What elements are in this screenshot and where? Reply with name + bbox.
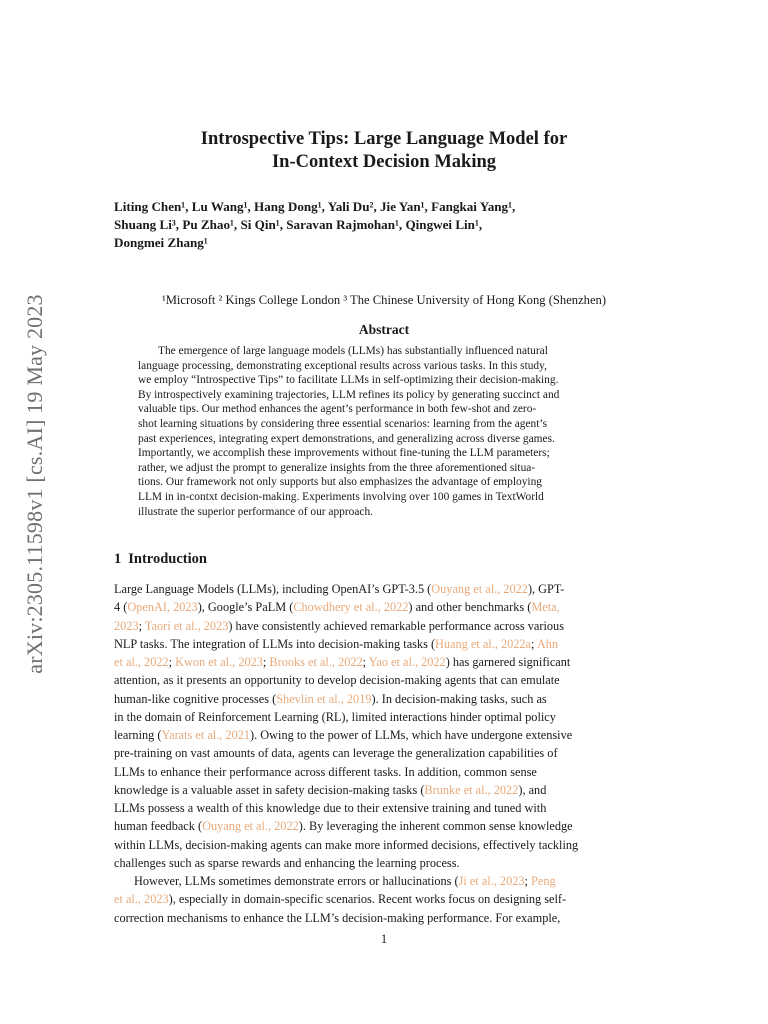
- body-line: learning (Yarats et al., 2021). Owing to the power of LLMs, which have undergone extensive: [114, 728, 573, 742]
- body-line: However, LLMs sometimes demonstrate errors or hallucinations (Ji et al., 2023; Peng: [134, 874, 556, 888]
- body-line: challenges such as sparse rewards and enhancing the learning process.: [114, 855, 460, 870]
- section-heading: [114, 551, 207, 568]
- section-title: Introduction: [128, 551, 207, 567]
- abstract-line: rather, we adjust the prompt to generalize insights from the three aforementioned situa-: [138, 461, 536, 474]
- abstract-line: we employ “Introspective Tips” to facilitate LLMs in self-optimizing their decision-making.: [138, 374, 559, 387]
- abstract-line: LLM in in-contxt decision-making. Experiments involving over 100 games in TextWorld: [138, 490, 544, 503]
- page-number: 1: [380, 932, 388, 946]
- body-line: Large Language Models (LLMs), including OpenAI’s GPT-3.5 (Ouyang et al., 2022), GPT-: [114, 582, 565, 596]
- body-line: knowledge is a valuable asset in safety decision-making tasks (Brunke et al., 2022), and: [114, 782, 547, 797]
- abstract-line: language processing, demonstrating exceptional results across various tasks. In this study,: [138, 359, 547, 372]
- body-line: NLP tasks. The integration of LLMs into decision-making tasks (Huang et al., 2022a; Ahn: [114, 636, 559, 651]
- citation-link[interactable]: Taori et al., 2023: [144, 618, 229, 633]
- citation-link[interactable]: Yarats et al., 2021: [161, 728, 251, 742]
- body-line: attention, as it presents an opportunity to develop decision-making agents that can emulate: [114, 673, 560, 688]
- citation-link[interactable]: Meta,: [531, 600, 560, 615]
- abstract-text: [138, 344, 630, 519]
- body-line: pre-training on vast amounts of data, agents can leverage the generalization capabilities of: [114, 746, 558, 761]
- abstract-line: tions. Our framework not only supports but also emphasizes the advantage of employing: [138, 476, 542, 489]
- abstract-line: Importantly, we accomplish these improvements without fine-tuning the LLM parameters;: [138, 447, 550, 460]
- author-list: [114, 198, 659, 252]
- citation-link[interactable]: Ahn: [536, 636, 559, 651]
- abstract-line: past experiences, integrating expert demonstrations, and generalizing across diverse games.: [138, 432, 555, 445]
- body-line: 2023; Taori et al., 2023) have consistently achieved remarkable performance across various: [114, 618, 564, 633]
- section-number: 1: [114, 551, 122, 567]
- citation-link[interactable]: Yao et al., 2022: [368, 655, 446, 669]
- body-line: LLMs to enhance their performance across different tasks. In addition, common sense: [114, 764, 537, 779]
- body-line: et al., 2022; Kwon et al., 2023; Brooks et al., 2022; Yao et al., 2022) has garnered significant: [114, 655, 571, 669]
- citation-link[interactable]: Huang et al., 2022a: [435, 636, 532, 651]
- citation-link[interactable]: Shevlin et al., 2019: [276, 691, 372, 706]
- arxiv-identifier: arXiv:2305.11598v1 [cs.AI] 19 May 2023: [22, 294, 47, 674]
- author-line-2: Shuang Li³, Pu Zhao¹, Si Qin¹, Saravan Rajmohan¹, Qingwei Lin¹,: [114, 217, 483, 232]
- body-line: correction mechanisms to enhance the LLM’s decision-making performance. For example,: [114, 910, 561, 925]
- abstract-heading: Abstract: [358, 322, 410, 337]
- abstract-line: illustrate the superior performance of our approach.: [138, 505, 373, 518]
- citation-link[interactable]: Ouyang et al., 2022: [202, 819, 299, 834]
- title-line-1: Introspective Tips: Large Language Model for: [200, 129, 568, 149]
- citation-link[interactable]: OpenAI, 2023: [127, 600, 198, 615]
- arxiv-sidebar: [18, 268, 52, 700]
- body-line: LLMs possess a wealth of this knowledge due to their extensive training and tuned with: [114, 801, 547, 815]
- affiliations: ¹Microsoft ² Kings College London ³ The Chinese University of Hong Kong (Shenzhen): [161, 293, 607, 307]
- author-line-3: Dongmei Zhang¹: [114, 235, 208, 250]
- citation-link[interactable]: Brooks et al., 2022: [269, 655, 363, 669]
- title-line-2: In-Context Decision Making: [271, 152, 497, 172]
- citation-link[interactable]: Chowdhery et al., 2022: [293, 600, 409, 615]
- citation-link[interactable]: et al., 2022: [114, 655, 169, 669]
- body-line: in the domain of Reinforcement Learning (RL), limited interactions hinder optimal policy: [114, 709, 556, 724]
- author-line-1: Liting Chen¹, Lu Wang¹, Hang Dong¹, Yali Du², Jie Yan¹, Fangkai Yang¹,: [114, 199, 516, 214]
- body-line: human-like cognitive processes (Shevlin et al., 2019). In decision-making tasks, such as: [114, 691, 547, 706]
- citation-link[interactable]: Kwon et al., 2023: [175, 655, 263, 669]
- citation-link[interactable]: Brunke et al., 2022: [424, 782, 519, 797]
- citation-link[interactable]: et al., 2023: [114, 892, 169, 907]
- abstract-line: By introspectively examining trajectories, LLM refines its policy by generating succinct and: [138, 388, 560, 401]
- abstract-line: shot learning situations by considering three essential scenarios: learning from the agent’s: [138, 417, 548, 430]
- abstract-line: The emergence of large language models (LLMs) has substantially influenced natural: [158, 345, 548, 357]
- body-line: human feedback (Ouyang et al., 2022). By leveraging the inherent common sense knowledge: [114, 819, 573, 834]
- citation-link[interactable]: 2023: [114, 618, 139, 633]
- body-line: 4 (OpenAI, 2023), Google’s PaLM (Chowdhery et al., 2022) and other benchmarks (Meta,: [114, 600, 560, 615]
- citation-link[interactable]: Ouyang et al., 2022: [431, 582, 528, 596]
- paper-title: [114, 128, 654, 174]
- introduction-body: [114, 580, 658, 927]
- body-line: within LLMs, decision-making agents can make more informed decisions, effectively tackling: [114, 837, 579, 852]
- citation-link[interactable]: Peng: [531, 874, 556, 888]
- abstract-line: valuable tips. Our method enhances the agent’s performance in both few-shot and zero-: [138, 403, 537, 416]
- citation-link[interactable]: Ji et al., 2023: [458, 874, 525, 888]
- body-line: et al., 2023), especially in domain-specific scenarios. Recent works focus on designing self-: [114, 892, 567, 907]
